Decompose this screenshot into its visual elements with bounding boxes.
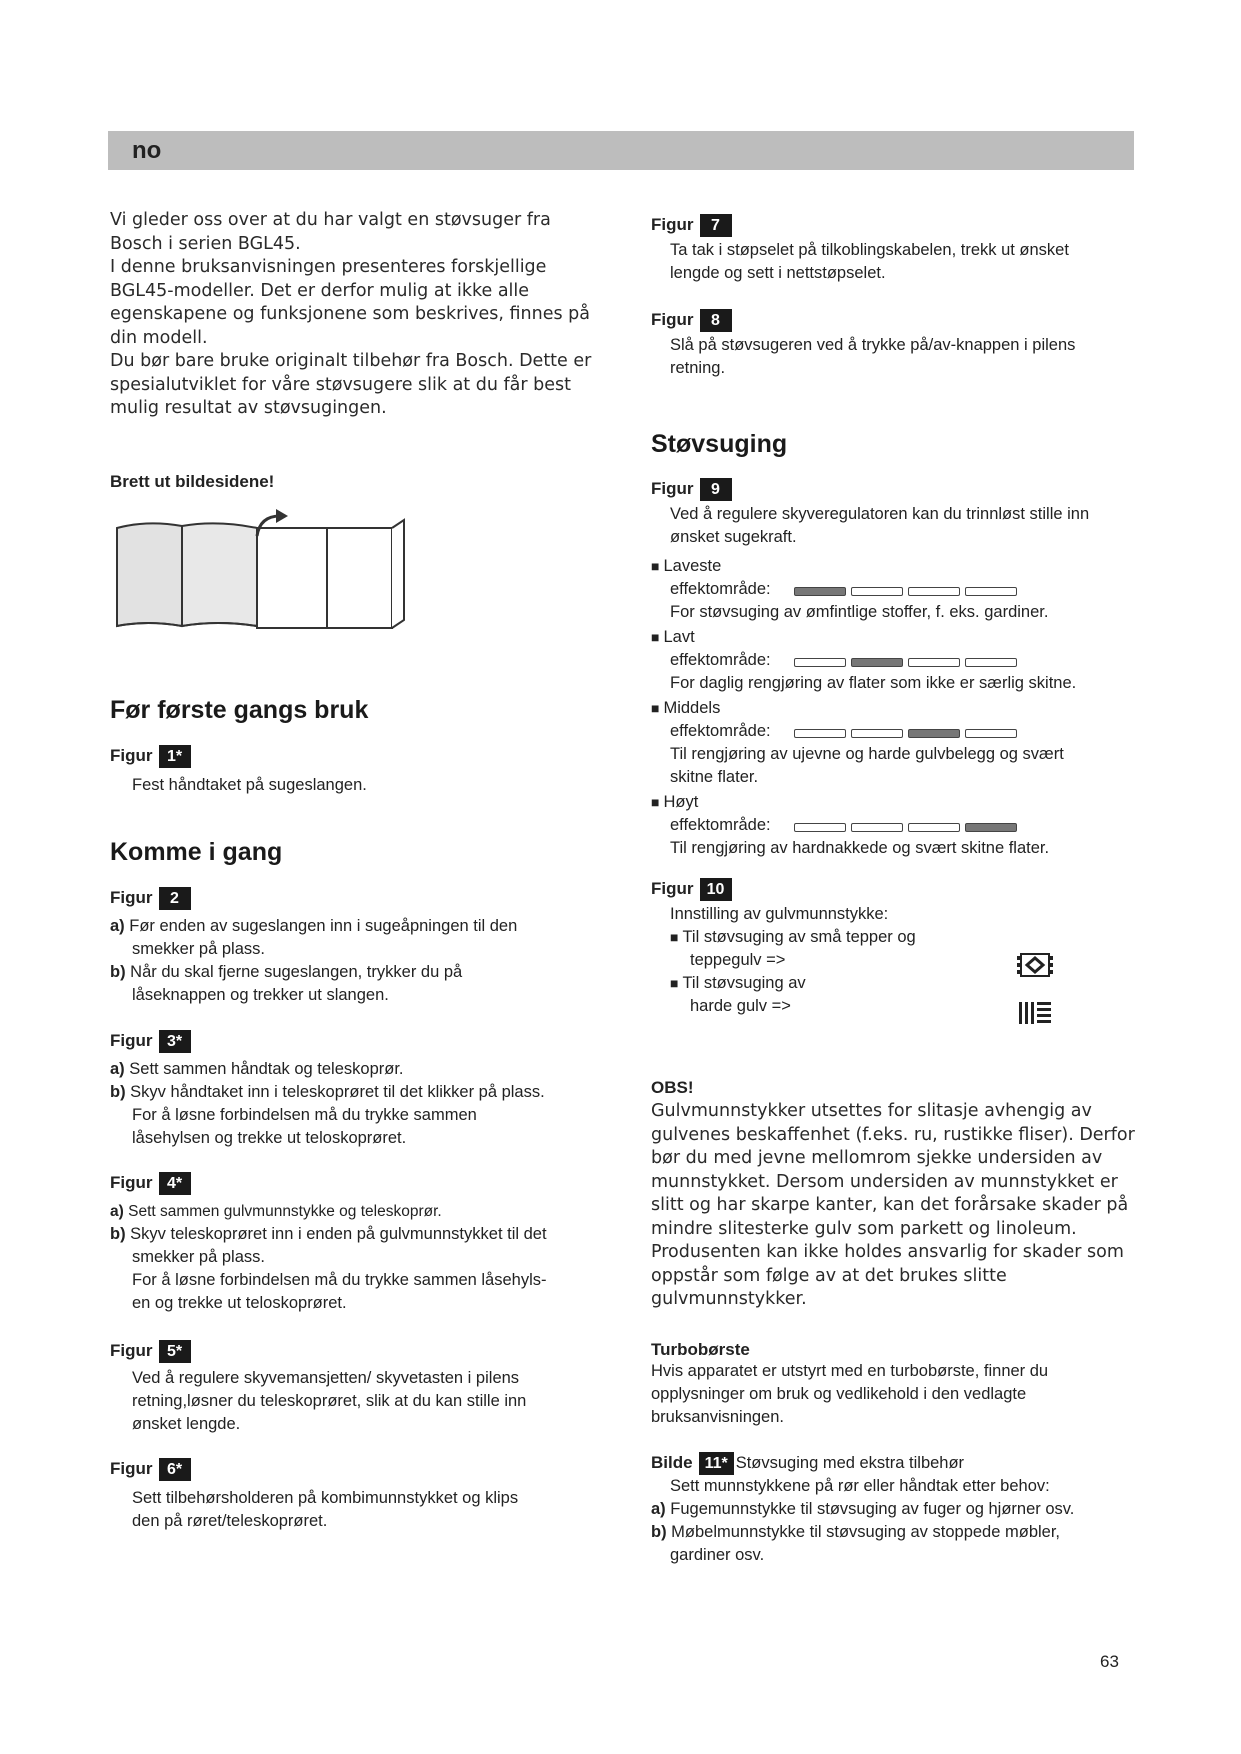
figure-3-note: For å løsne forbindelsen må du trykke sammen	[132, 1106, 477, 1124]
turbo-text: Hvis apparatet er utstyrt med en turbobørste, finner du	[651, 1362, 1049, 1380]
figure-10-block	[651, 878, 1131, 1018]
obs-line: munnstykket. Dersom undersiden av munnstykket er	[651, 1171, 1118, 1192]
power-level-item	[651, 791, 1131, 862]
intro-line: Bosch i serien BGL45.	[110, 233, 301, 254]
power-segment	[965, 658, 1017, 667]
power-level-range: effektområde:	[670, 580, 771, 598]
obs-line: oppstår som følge av at det brukes slitte	[651, 1265, 1007, 1286]
figure-8-block	[651, 309, 1131, 380]
power-level-desc: For støvsuging av ømfintlige stoffer, f. eks. gardiner.	[670, 603, 1049, 621]
figure-3-note-cont: låsehylsen og trekke ut teloskoprøret.	[132, 1129, 407, 1147]
power-level-indicator	[794, 654, 1022, 672]
intro-text	[110, 209, 610, 421]
figure-11-block	[651, 1452, 1141, 1567]
figure-6-block	[110, 1458, 630, 1533]
turbo-brush-section	[651, 1340, 1131, 1429]
figure-7-block	[651, 214, 1131, 285]
power-segment	[851, 823, 903, 832]
turbo-text: bruksanvisningen.	[651, 1408, 784, 1426]
power-segment	[965, 587, 1017, 596]
figure-4-block	[110, 1172, 630, 1315]
figure-5-text: ønsket lengde.	[132, 1415, 241, 1433]
figure-number-badge: 1*	[159, 745, 191, 768]
figure-9-block	[651, 478, 1131, 549]
figure-6-text: Sett tilbehørsholderen på kombimunnstykket og klips	[132, 1489, 519, 1507]
power-level-indicator	[794, 725, 1022, 743]
figure-number-badge: 10	[700, 878, 732, 901]
power-level-range: effektområde:	[670, 816, 771, 834]
figure-4-step-b: b) Skyv teleskoprøret inn i enden på gulvmunnstykket til det	[110, 1225, 547, 1243]
obs-line: slitt og har skarpe kanter, kan det forårsake skader på	[651, 1195, 1129, 1215]
figure-number-badge: 2	[159, 887, 191, 910]
power-level-desc: skitne flater.	[670, 768, 759, 786]
figure-label: Figur	[110, 1173, 153, 1192]
intro-line: mulig resultat av støvsugingen.	[110, 398, 387, 418]
figure-number-badge: 4*	[159, 1172, 191, 1195]
power-segment	[851, 587, 903, 596]
intro-line: BGL45-modeller. Det er derfor mulig at ikke alle	[110, 280, 530, 301]
power-segment	[794, 729, 846, 738]
turbo-text: opplysninger om bruk og vedlikehold i den vedlagte	[651, 1385, 1027, 1403]
figure-number-badge: 6*	[159, 1458, 191, 1481]
figure-1-text: Fest håndtaket på sugeslangen.	[132, 776, 367, 794]
figure-2-block	[110, 887, 630, 1007]
figure-2-step-a-cont: smekker på plass.	[132, 940, 265, 958]
figure-label: Figur	[110, 1341, 153, 1360]
figure-3-step-a: a) Sett sammen håndtak og teleskoprør.	[110, 1060, 404, 1078]
figure-label: Figur	[110, 888, 153, 907]
power-segment	[851, 658, 903, 667]
figure-label: Figur	[110, 1459, 153, 1478]
obs-line: bør du med jevne mellomrom sjekke undersiden av	[651, 1148, 1103, 1168]
figure-label: Figur	[110, 1031, 153, 1050]
figure-11-item-b: b) Møbelmunnstykke til støvsuging av stoppede møbler,	[651, 1523, 1061, 1541]
power-segment	[794, 823, 846, 832]
figure-10-bullet-cont: harde gulv =>	[690, 997, 791, 1015]
figure-label: Figur	[651, 879, 694, 898]
unfold-pages-illustration	[112, 508, 407, 638]
figure-number-badge: 3*	[159, 1030, 191, 1053]
figure-number-badge: 11*	[699, 1452, 734, 1475]
power-segment	[794, 658, 846, 667]
figure-1-block	[110, 745, 610, 797]
power-level-range: effektområde:	[670, 722, 771, 740]
power-level-item	[651, 697, 1131, 791]
carpet-setting-icon	[1017, 953, 1053, 977]
power-level-name: ■ Høyt	[651, 791, 1131, 814]
figure-label: Bilde	[651, 1453, 693, 1472]
power-segment	[851, 729, 903, 738]
figure-11-title: Støvsuging med ekstra tilbehør	[735, 1454, 965, 1472]
power-level-range: effektområde:	[670, 651, 771, 669]
hard-floor-setting-icon	[1017, 1000, 1053, 1026]
power-level-name: ■ Laveste	[651, 555, 1131, 578]
figure-11-item-b-cont: gardiner osv.	[670, 1546, 765, 1564]
power-level-item	[651, 555, 1131, 626]
turbo-title: Turbobørste	[651, 1340, 750, 1359]
figure-5-text: retning,løsner du teleskoprøret, slik at du kan stille inn	[132, 1392, 527, 1410]
power-level-item	[651, 626, 1131, 697]
intro-line: Du bør bare bruke originalt tilbehør fra Bosch. Dette er	[110, 351, 592, 371]
figure-2-step-b: b) Når du skal fjerne sugeslangen, trykker du på	[110, 963, 463, 981]
power-level-indicator	[794, 819, 1022, 837]
figure-4-step-a: a) Sett sammen gulvmunnstykke og teleskoprør.	[110, 1203, 442, 1220]
power-level-name: ■ Lavt	[651, 626, 1131, 649]
figure-3-block	[110, 1030, 630, 1150]
figure-number-badge: 8	[700, 309, 732, 332]
power-segment	[908, 587, 960, 596]
figure-7-text: Ta tak i støpselet på tilkoblingskabelen, trekk ut ønsket	[670, 241, 1069, 259]
intro-line: Vi gleder oss over at du har valgt en støvsuger fra	[110, 210, 551, 230]
figure-8-text: Slå på støvsugeren ved å trykke på/av-knappen i pilens	[670, 336, 1076, 354]
heading-getting-started: Komme i gang	[110, 838, 283, 866]
power-segment	[965, 729, 1017, 738]
figure-10-bullet-cont: teppegulv =>	[690, 951, 786, 969]
figure-10-bullet: ■ Til støvsuging av	[651, 972, 1131, 995]
power-segment	[908, 729, 960, 738]
figure-6-text: den på røret/teleskoprøret.	[132, 1512, 328, 1530]
intro-line: spesialutviklet for våre støvsugere slik at du får best	[110, 374, 571, 395]
figure-5-block	[110, 1340, 630, 1436]
figure-number-badge: 9	[700, 478, 732, 501]
figure-label: Figur	[651, 310, 694, 329]
power-levels-list	[651, 555, 1131, 862]
obs-line: gulvmunnstykker.	[651, 1289, 807, 1309]
figure-8-text: retning.	[670, 359, 726, 377]
obs-notice	[651, 1078, 1141, 1312]
heading-first-use: Før første gangs bruk	[110, 696, 369, 724]
obs-title: OBS!	[651, 1078, 694, 1097]
figure-10-text: Innstilling av gulvmunnstykke:	[670, 905, 889, 923]
figure-5-text: Ved å regulere skyvemansjetten/ skyvetasten i pilens	[132, 1369, 520, 1387]
power-level-name: ■ Middels	[651, 697, 1131, 720]
figure-11-item-a: a) Fugemunnstykke til støvsuging av fuger og hjørner osv.	[651, 1500, 1075, 1518]
power-level-indicator	[794, 583, 1022, 601]
figure-3-step-b: b) Skyv håndtaket inn i teleskoprøret til det klikker på plass.	[110, 1083, 545, 1101]
figure-9-text: ønsket sugekraft.	[670, 528, 797, 546]
figure-number-badge: 7	[700, 214, 732, 237]
obs-line: Produsenten kan ikke holdes ansvarlig for skader som	[651, 1242, 1124, 1262]
figure-4-note-cont: en og trekke ut teloskoprøret.	[132, 1294, 347, 1312]
page-number: 63	[1100, 1652, 1119, 1671]
power-segment	[965, 823, 1017, 832]
power-level-desc: Til rengjøring av hardnakkede og svært skitne flater.	[670, 839, 1050, 857]
unfold-note: Brett ut bildesidene!	[110, 472, 275, 491]
intro-line: I denne bruksanvisningen presenteres forskjellige	[110, 257, 547, 277]
power-level-desc: Til rengjøring av ujevne og harde gulvbelegg og svært	[670, 745, 1064, 763]
power-segment	[908, 823, 960, 832]
intro-line: din modell.	[110, 327, 208, 348]
power-segment	[794, 587, 846, 596]
obs-line: gulvenes beskaffenhet (f.eks. ru, rustikke fliser). Derfor	[651, 1124, 1135, 1145]
power-segment	[908, 658, 960, 667]
figure-11-intro: Sett munnstykkene på rør eller håndtak etter behov:	[670, 1477, 1050, 1495]
obs-line: mindre slitesterke gulv som parkett og linoleum.	[651, 1218, 1077, 1239]
language-header-bar	[108, 131, 1134, 170]
power-level-desc: For daglig rengjøring av flater som ikke er særlig skitne.	[670, 674, 1077, 692]
language-code: no	[132, 137, 162, 164]
figure-label: Figur	[651, 215, 694, 234]
figure-label: Figur	[110, 746, 153, 765]
obs-line: Gulvmunnstykker utsettes for slitasje avhengig av	[651, 1101, 1092, 1121]
intro-line: egenskapene og funksjonene som beskrives, finnes på	[110, 304, 590, 324]
figure-7-text: lengde og sett i nettstøpselet.	[670, 264, 886, 282]
figure-2-step-a: a) Før enden av sugeslangen inn i sugeåpningen til den	[110, 917, 518, 935]
figure-number-badge: 5*	[159, 1340, 191, 1363]
figure-10-bullet: ■ Til støvsuging av små tepper og	[651, 926, 1131, 949]
heading-vacuuming: Støvsuging	[651, 430, 788, 458]
figure-4-note: For å løsne forbindelsen må du trykke sammen låsehyls-	[132, 1271, 547, 1289]
figure-9-text: Ved å regulere skyveregulatoren kan du trinnløst stille inn	[670, 505, 1090, 523]
obs-text	[651, 1100, 1141, 1312]
figure-2-step-b-cont: låseknappen og trekker ut slangen.	[132, 986, 389, 1004]
figure-label: Figur	[651, 479, 694, 498]
figure-4-step-b-cont: smekker på plass.	[132, 1248, 265, 1266]
